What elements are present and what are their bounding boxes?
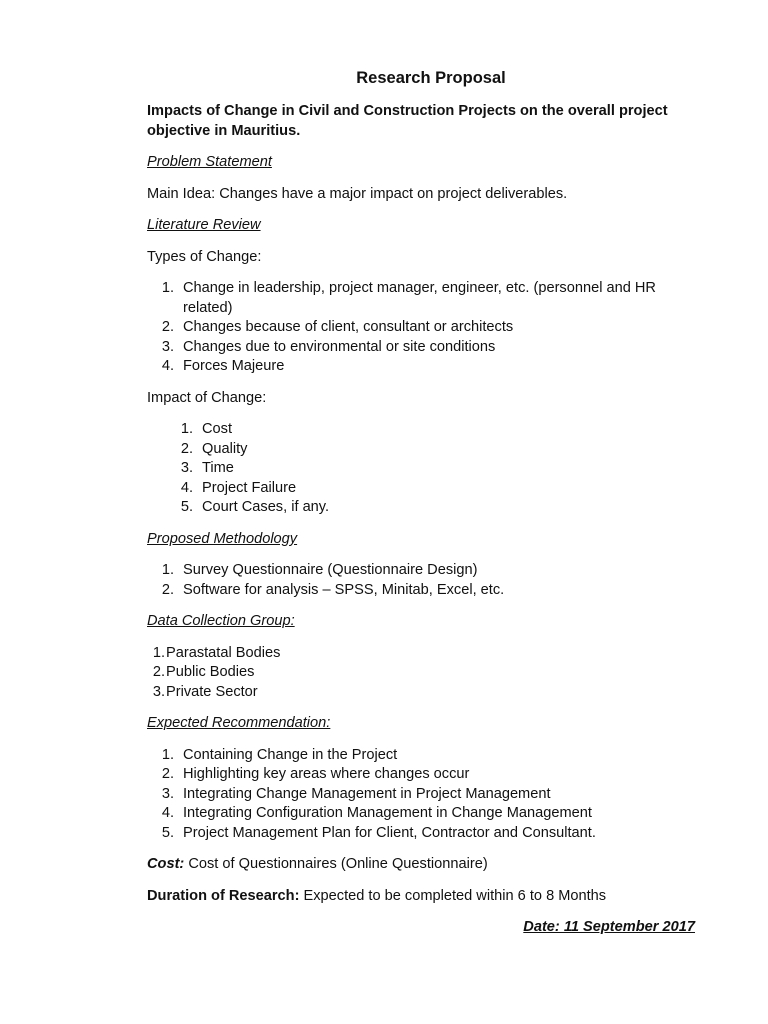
list-item <box>147 746 707 766</box>
list-item <box>147 420 707 440</box>
list-text: Integrating Configuration Management in Change Management <box>183 805 592 821</box>
list-item <box>147 683 707 703</box>
list-item <box>147 479 707 499</box>
list-item <box>147 765 707 785</box>
types-of-change-intro: Types of Change: <box>147 248 262 265</box>
problem-statement-heading: Problem Statement <box>147 154 272 170</box>
document-page <box>147 68 707 938</box>
data-collection-list <box>147 644 707 703</box>
list-item <box>147 804 707 824</box>
list-item <box>147 338 707 358</box>
methodology-list <box>147 561 707 600</box>
list-item <box>147 824 707 844</box>
list-number: 4. <box>161 358 174 374</box>
list-number: 1. <box>161 562 174 578</box>
date-line <box>147 918 707 938</box>
document-date: Date: 11 September 2017 <box>523 919 695 935</box>
literature-review-heading: Literature Review <box>147 217 261 233</box>
list-text: Time <box>202 460 234 476</box>
types-of-change-list <box>147 279 707 377</box>
list-item <box>147 279 707 318</box>
list-number: 3. <box>180 460 193 476</box>
list-text: Change in leadership, project manager, engineer, etc. (personnel and HR related) <box>183 280 656 316</box>
list-item <box>147 581 707 601</box>
list-number: 4. <box>161 805 174 821</box>
data-collection-heading: Data Collection Group: <box>147 613 295 629</box>
list-item <box>147 785 707 805</box>
list-item <box>147 498 707 518</box>
list-text: Changes due to environmental or site conditions <box>183 338 496 355</box>
list-text: Integrating Change Management in Project Management <box>183 785 551 802</box>
list-text: Quality <box>202 440 248 457</box>
recommendation-list <box>147 746 707 844</box>
list-number: 3. <box>161 785 174 802</box>
list-number: 1. <box>161 746 174 763</box>
list-text: Private Sector <box>166 683 258 700</box>
list-item <box>147 644 707 664</box>
list-text: Forces Majeure <box>183 358 285 374</box>
list-text: Containing Change in the Project <box>183 746 398 763</box>
recommendation-heading: Expected Recommendation: <box>147 715 331 731</box>
list-text: Parastatal Bodies <box>166 644 281 661</box>
duration-text: Expected to be completed within 6 to 8 Months <box>299 887 607 904</box>
cost-label: Cost: <box>147 856 185 872</box>
list-item <box>147 440 707 460</box>
list-text: Software for analysis – SPSS, Minitab, Excel, etc. <box>183 581 505 598</box>
list-text: Highlighting key areas where changes occur <box>183 766 470 782</box>
list-number: 3. <box>152 683 165 700</box>
list-number: 1. <box>152 644 165 661</box>
list-text: Public Bodies <box>166 664 255 680</box>
list-text: Court Cases, if any. <box>202 499 330 515</box>
impact-of-change-intro: Impact of Change: <box>147 389 267 406</box>
problem-statement-text: Main Idea: Changes have a major impact on project deliverables. <box>147 185 568 202</box>
list-number: 1. <box>180 421 193 437</box>
list-number: 4. <box>180 479 193 496</box>
methodology-heading: Proposed Methodology <box>147 530 298 547</box>
cost-text: Cost of Questionnaires (Online Questionnaire) <box>184 856 488 872</box>
list-item <box>147 318 707 338</box>
list-number: 1. <box>161 280 174 296</box>
list-text: Project Management Plan for Client, Contractor and Consultant. <box>183 824 596 841</box>
list-text: Cost <box>202 421 233 437</box>
list-number: 3. <box>161 338 174 355</box>
list-number: 2. <box>161 319 174 335</box>
list-item <box>147 663 707 683</box>
list-text: Project Failure <box>202 479 297 496</box>
list-number: 5. <box>161 824 174 841</box>
duration-line <box>147 887 707 907</box>
list-number: 2. <box>152 664 165 680</box>
list-item <box>147 561 707 581</box>
list-item <box>147 459 707 479</box>
list-number: 2. <box>161 766 174 782</box>
impact-of-change-list <box>147 420 707 518</box>
list-number: 2. <box>161 581 174 598</box>
list-text: Survey Questionnaire (Questionnaire Design) <box>183 562 478 578</box>
list-text: Changes because of client, consultant or architects <box>183 319 514 335</box>
document-title: Research Proposal <box>356 69 506 87</box>
document-subtitle: Impacts of Change in Civil and Construction Projects on the overall project objective in Mauritius. <box>147 103 668 139</box>
list-number: 2. <box>180 440 193 457</box>
list-item <box>147 357 707 377</box>
cost-line <box>147 855 707 875</box>
duration-label: Duration of Research: <box>147 887 300 904</box>
list-number: 5. <box>180 499 193 515</box>
